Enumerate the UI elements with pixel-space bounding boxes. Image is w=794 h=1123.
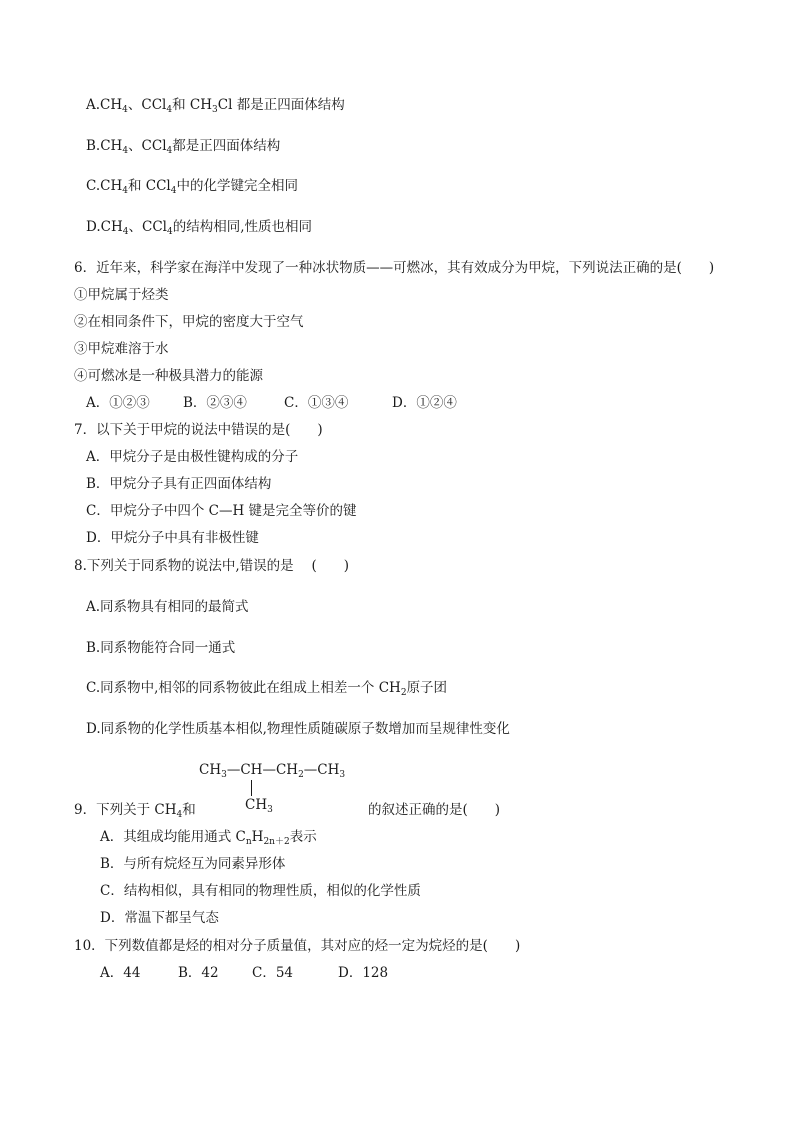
q10-options	[100, 964, 388, 982]
q6-option-c: C．①③④	[284, 395, 349, 411]
q5-option-d: $D.CH_4$、CCl$_4$的结构相同,性质也相同	[86, 219, 312, 237]
q5-option-c: $C.CH_4$和 CCl$_4$中的化学键完全相同	[86, 178, 298, 196]
q6-options	[86, 394, 457, 412]
q8-option-a: A.同系物具有相同的最简式	[86, 599, 249, 615]
q6-stem: 6．近年来，科学家在海洋中发现了一种冰状物质——可燃冰，其有效成分为甲烷，下列说法正确的是( )	[74, 260, 715, 276]
q10-option-d: D．128	[338, 965, 389, 981]
q9-option-c: C．结构相似，具有相同的物理性质，相似的化学性质	[100, 883, 421, 899]
q7-stem: 7．以下关于甲烷的说法中错误的是( )	[74, 422, 323, 438]
q9-option-a: A．其组成均能用通式 $C_nH_{2n+2}$表示	[100, 829, 317, 847]
q9-structure-main-chain: $CH_3—CH—CH_2—CH_3$	[199, 762, 346, 780]
q10-option-b: B．42	[178, 965, 219, 981]
q9-stem-start: 9．下列关于 $CH_4$和	[74, 802, 196, 820]
q7-option-a: A．甲烷分子是由极性键构成的分子	[86, 449, 299, 465]
q5-option-b: $B.CH_4$、CCl$_4$都是正四面体结构	[86, 138, 281, 156]
q10-option-c: C．54	[252, 965, 294, 981]
q8-stem: 8.下列关于同系物的说法中,错误的是 ( )	[74, 558, 349, 574]
q6-item-4: ④可燃冰是一种极具潜力的能源	[74, 368, 263, 384]
q6-option-b: B．②③④	[183, 395, 247, 411]
q6-option-d: D．①②④	[392, 395, 457, 411]
q6-item-1: ①甲烷属于烃类	[74, 287, 169, 303]
q9-structure-bond	[251, 780, 252, 796]
q10-stem: 10．下列数值都是烃的相对分子质量值，其对应的烃一定为烷烃的是( )	[74, 938, 521, 954]
q7-option-b: B．甲烷分子具有正四面体结构	[86, 476, 272, 492]
q8-option-d: D.同系物的化学性质基本相似,物理性质随碳原子数增加而呈规律性变化	[86, 721, 510, 737]
q8-option-b: B.同系物能符合同一通式	[86, 640, 236, 656]
q8-option-c: C.同系物中,相邻的同系物彼此在组成上相差一个 $CH_2$原子团	[86, 680, 448, 698]
q6-option-a: A．①②③	[86, 395, 150, 411]
q7-option-c: C．甲烷分子中四个 C—H 键是完全等价的键	[86, 503, 357, 519]
q6-item-2: ②在相同条件下，甲烷的密度大于空气	[74, 314, 304, 330]
q9-stem-end: 的叙述正确的是( )	[368, 802, 501, 818]
q9-option-d: D．常温下都呈气态	[100, 910, 219, 926]
q10-option-a: A．44	[100, 965, 141, 981]
q9-option-b: B．与所有烷烃互为同素异形体	[100, 856, 286, 872]
q9-structure-branch: $CH_3$	[245, 797, 273, 815]
q7-option-d: D．甲烷分子中具有非极性键	[86, 530, 259, 546]
q5-option-a: $A.CH_4$、CCl$_4$和 $CH_3Cl$ 都是正四面体结构	[86, 97, 345, 115]
q6-item-3: ③甲烷难溶于水	[74, 341, 169, 357]
